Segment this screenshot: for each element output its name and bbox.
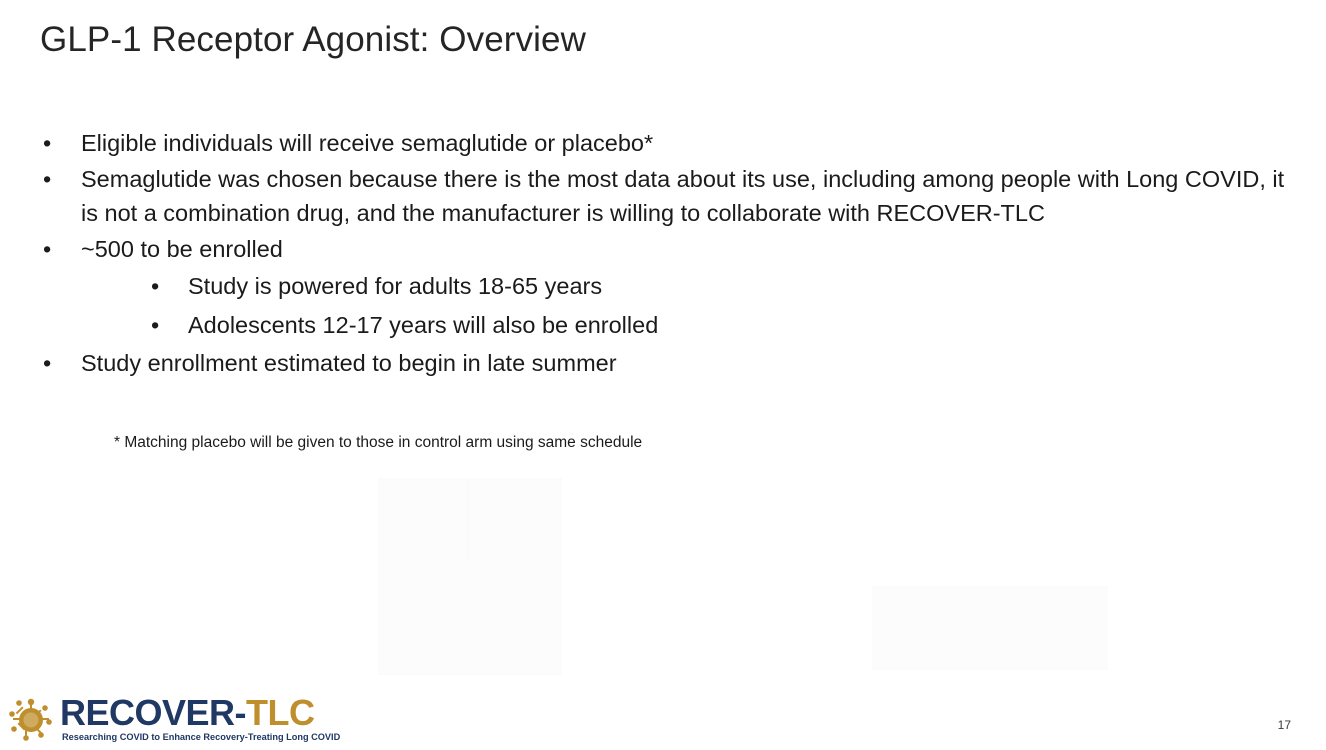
- bullet-marker: •: [43, 236, 52, 262]
- background-shape: [872, 586, 1108, 670]
- bullet-marker: •: [43, 350, 52, 376]
- list-item-text: ~500 to be enrolled: [81, 236, 283, 262]
- bullet-marker: •: [43, 130, 52, 156]
- bullet-marker: •: [151, 273, 160, 299]
- list-item: [38, 232, 1293, 266]
- logo-wordmark: [60, 694, 315, 732]
- bullet-marker: •: [43, 166, 52, 192]
- list-item-text: Study enrollment estimated to begin in late summer: [81, 350, 617, 376]
- list-item-text: Study is powered for adults 18-65 years: [188, 273, 603, 299]
- list-item-text: Semaglutide was chosen because there is the most data about its use, including among people with Long COVID, it is not a combination drug, and the manufacturer is willing to collaborate with RECOVER-TLC: [81, 166, 1285, 226]
- list-item-text: Adolescents 12-17 years will also be enrolled: [188, 312, 659, 338]
- list-item: [38, 346, 1293, 380]
- logo-name-dash: -: [234, 692, 247, 733]
- list-item: [38, 126, 1293, 160]
- footnote: * Matching placebo will be given to those in control arm using same schedule: [114, 434, 643, 451]
- background-shape: [466, 478, 470, 562]
- page-title: GLP-1 Receptor Agonist: Overview: [40, 20, 586, 59]
- virus-icon: [8, 696, 54, 742]
- logo-name-main: RECOVER: [60, 692, 235, 733]
- list-item: [38, 307, 1293, 344]
- page-number: 17: [1277, 718, 1291, 732]
- bullet-marker: •: [151, 312, 160, 338]
- logo-tagline: Researching COVID to Enhance Recovery-Treating Long COVID: [62, 732, 341, 742]
- bullet-list: [38, 126, 1293, 380]
- list-item: [38, 162, 1293, 230]
- recover-tlc-logo: [8, 692, 341, 746]
- background-shape: [378, 478, 562, 675]
- list-item: [38, 268, 1293, 305]
- list-item-text: Eligible individuals will receive semaglutide or placebo*: [81, 130, 654, 156]
- slide-body: [38, 126, 1293, 451]
- logo-name-accent: TLC: [246, 692, 315, 733]
